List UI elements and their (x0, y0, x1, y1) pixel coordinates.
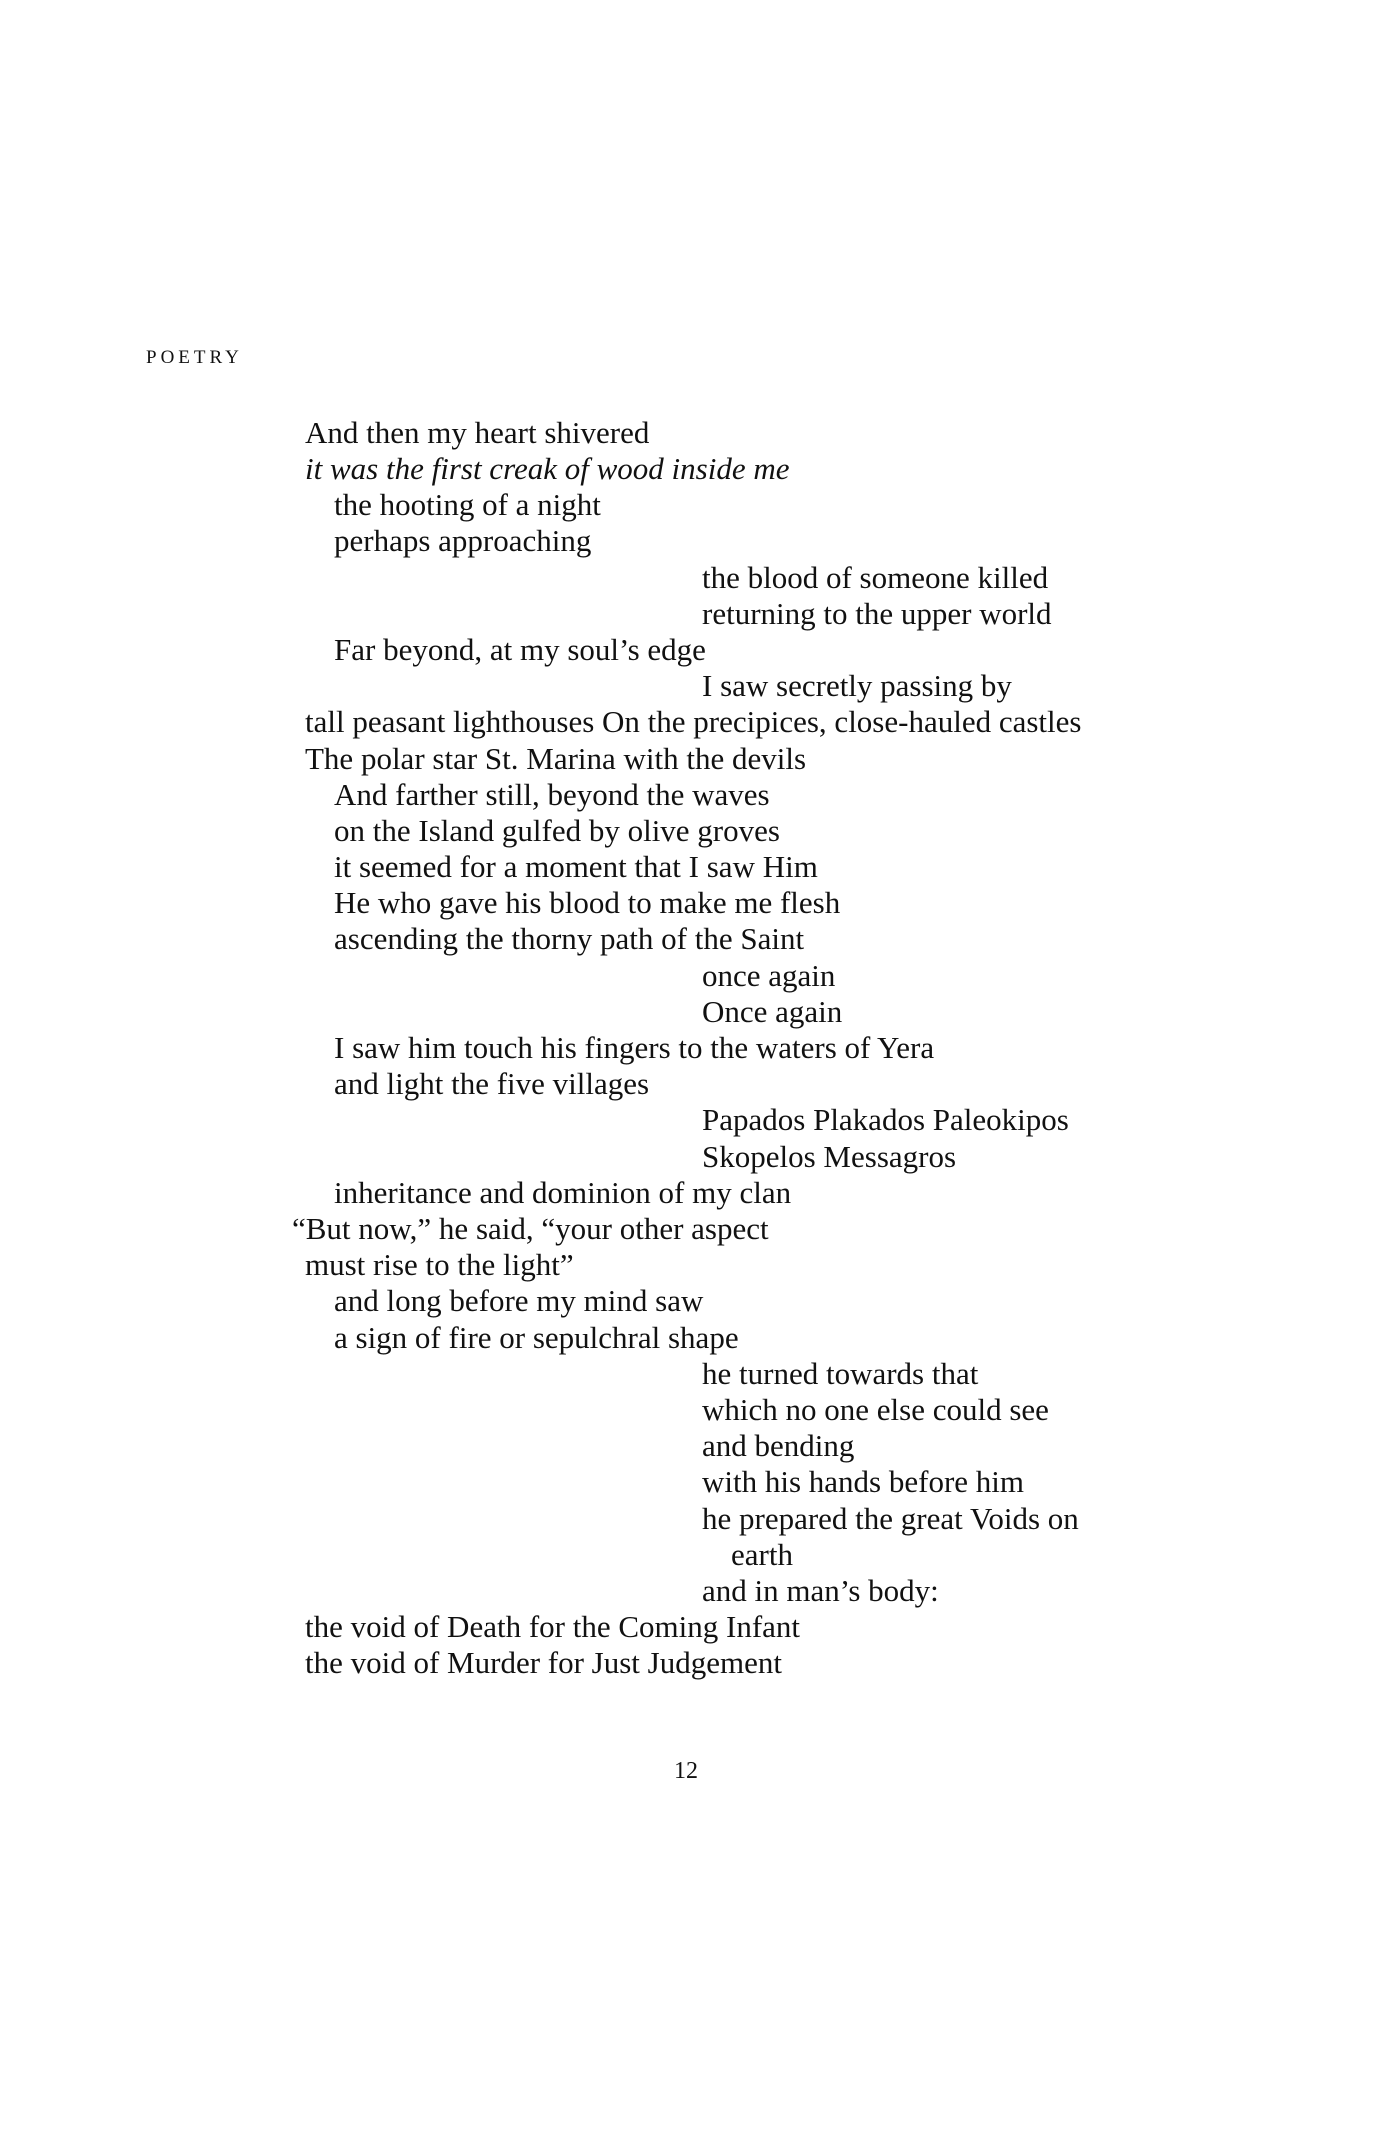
poem-line: the void of Death for the Coming Infant (305, 1609, 801, 1644)
poem-line: once again (702, 958, 836, 993)
poem-line: Skopelos Messagros (702, 1139, 957, 1174)
poem-line: “But now,” he said, “your other aspect (292, 1211, 769, 1246)
poem-line: I saw him touch his fingers to the waters of Yera (334, 1030, 935, 1065)
poem-line: he prepared the great Voids on (702, 1501, 1079, 1536)
poem-line: tall peasant lighthouses On the precipices, close-hauled castles (305, 704, 1082, 739)
poem-line: and light the five villages (334, 1066, 650, 1101)
poem-line: I saw secretly passing by (702, 668, 1012, 703)
poem-line: it was the first creak of wood inside me (305, 451, 790, 486)
poem-line: and bending (702, 1428, 855, 1463)
poem-line: with his hands before him (702, 1464, 1025, 1499)
poem-line: a sign of fire or sepulchral shape (334, 1320, 739, 1355)
poem-line: Papados Plakados Paleokipos (702, 1102, 1069, 1137)
poem-line: perhaps approaching (334, 523, 592, 558)
poem-line: And farther still, beyond the waves (334, 777, 770, 812)
poem-line: he turned towards that (702, 1356, 979, 1391)
poem-line: on the Island gulfed by olive groves (334, 813, 780, 848)
poem-line: Once again (702, 994, 843, 1029)
poem-line: which no one else could see (702, 1392, 1049, 1427)
poem-line: the void of Murder for Just Judgement (305, 1645, 782, 1680)
poem-line: inheritance and dominion of my clan (334, 1175, 792, 1210)
page-number: 12 (674, 1758, 698, 1784)
poem-line: Far beyond, at my soul’s edge (334, 632, 706, 667)
poem-line: He who gave his blood to make me flesh (334, 885, 841, 920)
poem-line: the blood of someone killed (702, 560, 1049, 595)
poem-line: it seemed for a moment that I saw Him (334, 849, 818, 884)
poem-line: must rise to the light” (305, 1247, 574, 1282)
poem-line: earth (731, 1537, 793, 1572)
poem-line: and in man’s body: (702, 1573, 939, 1608)
section-label: POETRY (146, 347, 243, 368)
poem-line: And then my heart shivered (305, 415, 650, 450)
poem-line: ascending the thorny path of the Saint (334, 921, 805, 956)
poem-line: The polar star St. Marina with the devils (305, 741, 807, 776)
poem-line: returning to the upper world (702, 596, 1052, 631)
poem-line: the hooting of a night (334, 487, 601, 522)
poem-line: and long before my mind saw (334, 1283, 704, 1318)
